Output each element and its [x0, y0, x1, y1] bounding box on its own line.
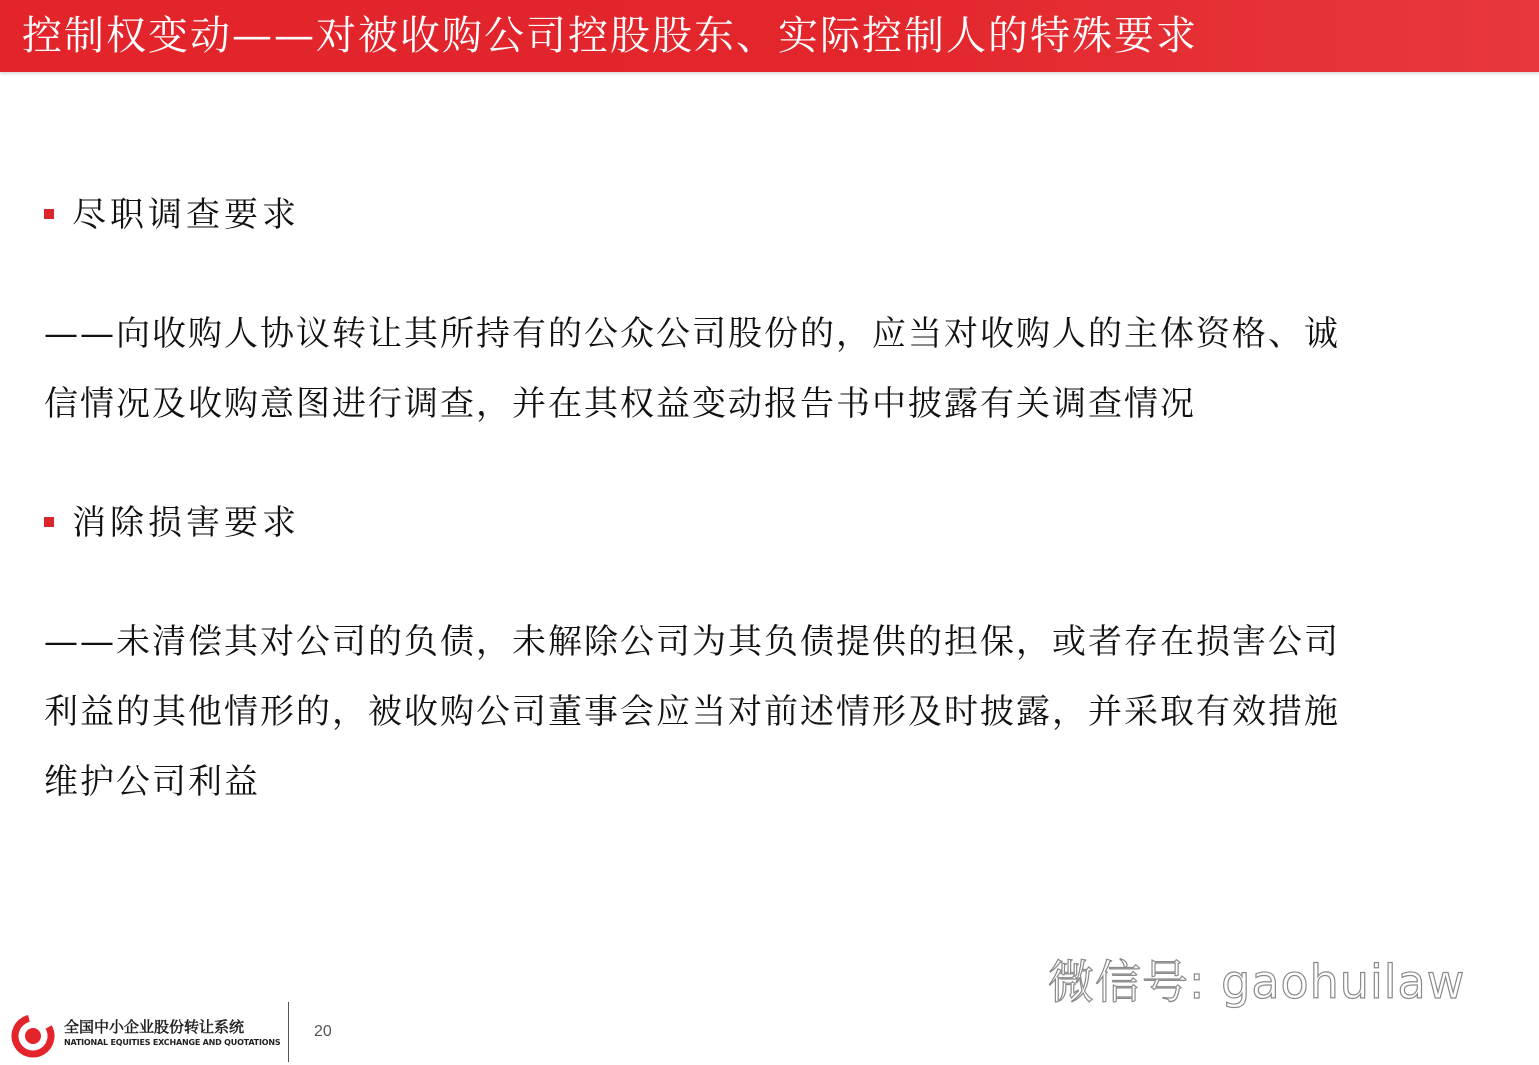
section-paragraph-line: 维护公司利益 [44, 762, 260, 802]
footer-org-name-en: NATIONAL EQUITIES EXCHANGE AND QUOTATIONS [64, 1038, 281, 1047]
slide-title: 控制权变动——对被收购公司控股股东、实际控制人的特殊要求 [22, 13, 1198, 59]
section-paragraph-line: ——向收购人协议转让其所持有的公众公司股份的，应当对收购人的主体资格、诚 [44, 314, 1340, 354]
square-bullet-icon [44, 209, 54, 219]
footer-divider [288, 1002, 289, 1062]
section-paragraph-line: ——未清偿其对公司的负债，未解除公司为其负债提供的担保，或者存在损害公司 [44, 622, 1340, 662]
section-heading-text: 消除损害要求 [72, 503, 300, 543]
page-number: 20 [314, 1023, 332, 1040]
wechat-watermark: 微信号: gaohuilaw [1048, 955, 1466, 1009]
section-paragraph-line: 信情况及收购意图进行调查，并在其权益变动报告书中披露有关调查情况 [44, 384, 1196, 424]
title-bar [0, 0, 1539, 72]
square-bullet-icon [44, 517, 54, 527]
section-heading-remove-damage [44, 501, 300, 545]
neeq-logo-icon [10, 1012, 56, 1058]
footer-org-name: 全国中小企业股份转让系统 [64, 1018, 245, 1036]
section-heading-text: 尽职调查要求 [72, 195, 300, 235]
section-heading-due-diligence [44, 193, 300, 237]
section-paragraph-line: 利益的其他情形的，被收购公司董事会应当对前述情形及时披露，并采取有效措施 [44, 692, 1340, 732]
